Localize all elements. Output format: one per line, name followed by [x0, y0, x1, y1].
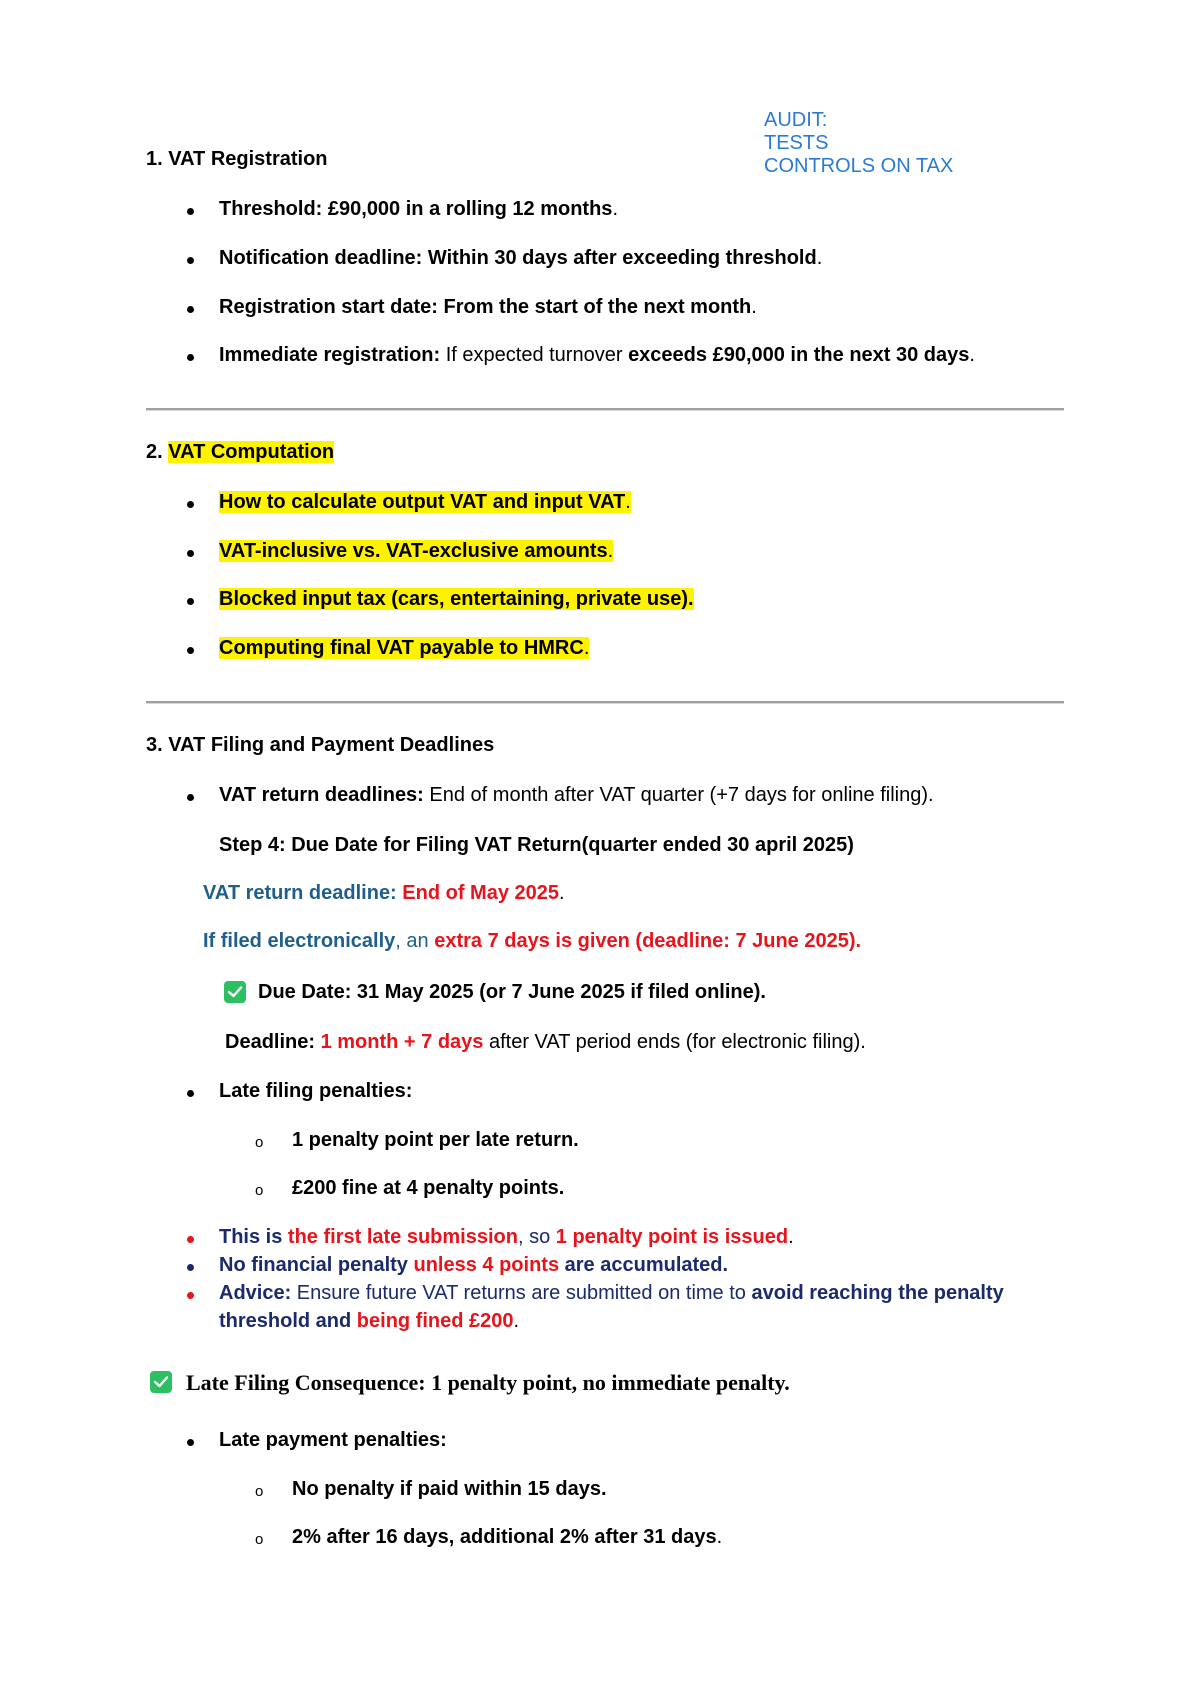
sub-list-item	[292, 1526, 722, 1549]
item-rest: .	[612, 198, 618, 220]
note-text: , so	[517, 1226, 551, 1248]
item-bold: Immediate registration:	[219, 344, 441, 366]
item-bold: Registration start date: From the start of the next month	[219, 296, 752, 318]
deadline-label: Deadline:	[225, 1031, 316, 1053]
horizontal-rule	[146, 408, 1064, 411]
checkmark-icon	[150, 1371, 172, 1393]
deadline-line	[225, 1031, 866, 1054]
sub-list-item	[292, 1478, 607, 1501]
list-item	[219, 784, 934, 807]
item-rest: .	[816, 247, 823, 269]
due-date-text: Due Date: 31 May 2025 (or 7 June 2025 if filed online).	[258, 981, 766, 1003]
item-bold: Threshold: £90,000 in a rolling 12 months	[219, 198, 613, 220]
step4-heading: Step 4: Due Date for Filing VAT Return(quarter ended 30 april 2025)	[219, 834, 854, 856]
bullet-icon	[187, 647, 194, 654]
note-text: 1 penalty point is issued	[550, 1226, 789, 1248]
section1-title: VAT Registration	[162, 148, 328, 170]
item-bold-2: exceeds £90,000 in the next 30 days	[628, 344, 970, 366]
sub-bullet-icon: o	[255, 1483, 264, 1500]
deadline-rest: after VAT period ends (for electronic filing).	[483, 1031, 866, 1053]
item-bold: Blocked input tax (cars, entertaining, private use).	[219, 588, 694, 610]
note-advice-continued	[219, 1310, 519, 1333]
item-rest: .	[751, 296, 757, 318]
note-text: .	[788, 1226, 794, 1248]
list-item	[219, 637, 589, 660]
consequence-value: 1 penalty point, no immediate penalty.	[425, 1370, 790, 1395]
note-text: Ensure future VAT returns are submitted on time to	[291, 1282, 746, 1304]
item-bold: VAT-inclusive vs. VAT-exclusive amounts	[219, 540, 608, 562]
item-rest: .	[969, 344, 975, 366]
note-text: This is	[219, 1226, 283, 1248]
note-text: avoid reaching the penalty	[745, 1282, 1004, 1304]
section2-title: VAT Computation	[168, 441, 335, 463]
horizontal-rule	[146, 701, 1064, 704]
note-text: are accumulated.	[559, 1254, 729, 1276]
item-bold: Notification deadline: Within 30 days after exceeding threshold	[219, 247, 817, 269]
item-rest: .	[625, 491, 631, 513]
late-filing-label: Late filing penalties:	[219, 1080, 413, 1102]
bullet-icon	[187, 550, 194, 557]
note-first-late	[219, 1226, 794, 1249]
deadline-value: 1 month + 7 days	[315, 1031, 484, 1053]
note-text: being fined £200	[351, 1310, 514, 1332]
section1-heading	[146, 148, 328, 171]
bullet-icon	[187, 208, 194, 215]
bullet-icon	[187, 354, 194, 361]
sub-bullet-icon: o	[255, 1182, 264, 1199]
item-bold: No penalty if paid within 15 days.	[292, 1478, 607, 1500]
vat-return-deadline-label: VAT return deadline:	[203, 882, 397, 904]
note-no-financial-penalty	[219, 1254, 728, 1277]
list-item	[219, 491, 631, 514]
sub-bullet-icon: o	[255, 1531, 264, 1548]
list-item	[219, 296, 757, 319]
item-rest: .	[607, 540, 614, 562]
item-rest: .	[716, 1526, 723, 1548]
filed-value: extra 7 days is given (deadline: 7 June 2025).	[428, 930, 862, 952]
vat-return-deadline-line	[203, 882, 565, 905]
note-text: Advice:	[219, 1282, 292, 1304]
list-item	[219, 198, 618, 221]
bullet-icon	[187, 598, 194, 605]
bullet-icon	[187, 1236, 194, 1243]
note-text: threshold and	[219, 1310, 352, 1332]
bullet-icon	[187, 306, 194, 313]
bullet-icon	[187, 1264, 194, 1271]
section2-heading	[146, 441, 334, 464]
vat-return-deadline-value: End of May 2025	[396, 882, 560, 904]
checkmark-icon	[224, 981, 246, 1003]
filed-mid: , an	[395, 930, 429, 952]
filed-label: If filed electronically	[203, 930, 396, 952]
item-bold: Computing final VAT payable to HMRC	[219, 637, 584, 659]
audit-note	[764, 109, 953, 178]
section3-heading: 3. VAT Filing and Payment Deadlines	[146, 734, 495, 756]
note-text: the first late submission	[282, 1226, 518, 1248]
item-bold: How to calculate output VAT and input VAT	[219, 491, 626, 513]
item-bold: 2% after 16 days, additional 2% after 31 days	[292, 1526, 717, 1548]
sub-list-item: £200 fine at 4 penalty points.	[292, 1177, 565, 1199]
note-text: .	[513, 1310, 520, 1332]
consequence-label: Late Filing Consequence:	[186, 1370, 426, 1395]
audit-line-1: AUDIT:	[764, 109, 828, 131]
note-text: No financial penalty	[219, 1254, 408, 1276]
list-item	[219, 344, 975, 367]
bullet-icon	[187, 794, 194, 801]
late-filing-consequence	[186, 1370, 790, 1396]
list-item	[219, 247, 822, 270]
list-item	[219, 540, 613, 563]
bullet-icon	[187, 501, 194, 508]
item-rest: .	[583, 637, 590, 659]
vat-return-deadline-end: .	[559, 882, 565, 904]
filed-electronically-line	[203, 930, 861, 953]
section1-number: 1.	[146, 148, 163, 170]
item-mid: If expected turnover	[440, 344, 629, 366]
list-item	[219, 588, 694, 611]
bullet-icon	[187, 257, 194, 264]
late-payment-label: Late payment penalties:	[219, 1429, 447, 1451]
bullet-icon	[187, 1292, 194, 1299]
sub-list-item: 1 penalty point per late return.	[292, 1129, 579, 1151]
note-advice	[219, 1282, 1004, 1305]
sub-bullet-icon: o	[255, 1134, 264, 1151]
bullet-icon	[187, 1439, 194, 1446]
audit-line-2: TESTS	[764, 132, 829, 154]
return-deadlines-label: VAT return deadlines:	[219, 784, 424, 806]
section2-number: 2.	[146, 441, 169, 463]
return-deadlines-text: End of month after VAT quarter (+7 days for online filing).	[423, 784, 934, 806]
bullet-icon	[187, 1090, 194, 1097]
audit-line-3: CONTROLS ON TAX	[764, 155, 954, 177]
note-text: unless 4 points	[407, 1254, 560, 1276]
